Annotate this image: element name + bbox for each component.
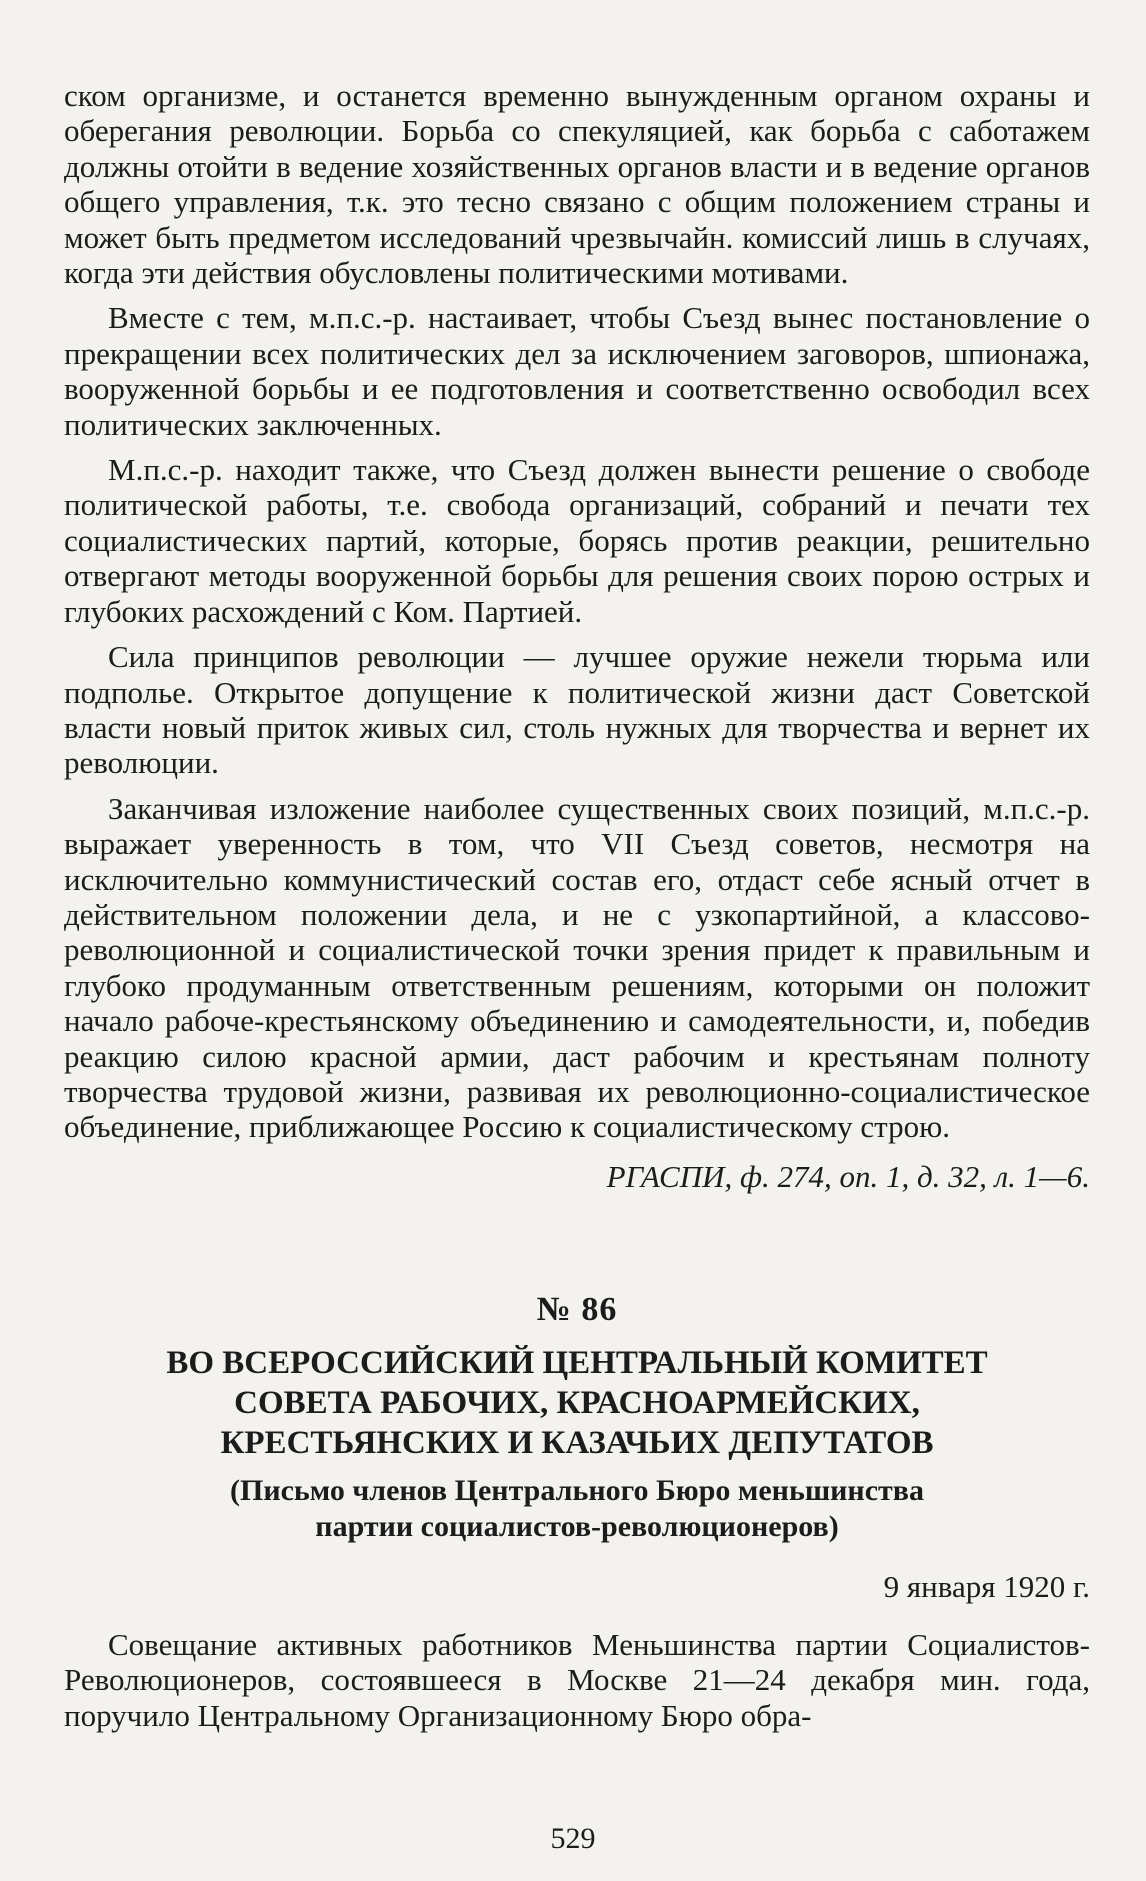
upper-text-block	[64, 78, 1090, 1145]
document-subtitle-line: партии социалистов-революционеров)	[315, 1509, 839, 1543]
paragraph-continuation: ском организме, и останется временно вынужденным органом охраны и оберегания революции. Борьба со спекуляцией, как борьба с саботажем должны отойти в ведение хозяйственных органов власти и в ведение органов общего управления, т.к. это тесно связано с общим положением страны и может быть предметом исследований чрезвычайн. комиссий лишь в случаях, когда эти действия обусловлены политическими мотивами.	[64, 78, 1090, 291]
document-title-line: ВО ВСЕРОССИЙСКИЙ ЦЕНТРАЛЬНЫЙ КОМИТЕТ	[166, 1344, 988, 1381]
document-title-line: КРЕСТЬЯНСКИХ И КАЗАЧЬИХ ДЕПУТАТОВ	[220, 1424, 934, 1461]
archive-source-reference: РГАСПИ, ф. 274, оп. 1, д. 32, л. 1—6.	[606, 1158, 1090, 1194]
paragraph: М.п.с.-р. находит также, что Съезд должен вынести решение о свободе политической работы, т.е. свобода организаций, собраний и печати тех социалистических партий, которые, борясь против реакции, решительно отвергают методы вооруженной борьбы для решения своих порою острых и глубоких расхождений с Ком. Партией.	[64, 452, 1090, 629]
paragraph: Сила принципов революции — лучшее оружие нежели тюрьма или подполье. Открытое допущение к политической жизни даст Советской власти новый приток живых сил, столь нужных для творчества и вернет их революции.	[64, 639, 1090, 781]
lower-text-block	[64, 1627, 1090, 1733]
page-number: 529	[550, 1822, 596, 1855]
paragraph: Заканчивая изложение наиболее существенных своих позиций, м.п.с.-р. выражает уверенность в том, что VII Съезд советов, несмотря на исключительно коммунистический состав его, отдаст себе ясный отчет в действительном положении дела, и не с узкопартийной, а классово-революционной и социалистической точки зрения придет к правильным и глубоко продуманным ответственным решениям, которыми он положит начало рабоче-крестьянскому объединению и самодеятельности, и, победив реакцию силою красной армии, даст рабочим и крестьянам полноту творчества трудовой жизни, развивая их революционно-социалистическое объединение, приближающее Россию к социалистическому строю.	[64, 790, 1090, 1145]
opening-paragraph: Совещание активных работников Меньшинства партии Социалистов-Революционеров, состоявшееся в Москве 21—24 декабря мин. года, поручило Центральному Организационному Бюро обра-	[64, 1626, 1090, 1733]
document-title-line: СОВЕТА РАБОЧИХ, КРАСНОАРМЕЙСКИХ,	[234, 1384, 920, 1421]
document-date: 9 января 1920 г.	[883, 1568, 1090, 1604]
paragraph: Вместе с тем, м.п.с.-р. настаивает, чтобы Съезд вынес постановление о прекращении всех политических дел за исключением заговоров, шпионажа, вооруженной борьбы и ее подготовления и соответственно освободил всех политических заключенных.	[64, 300, 1090, 442]
document-page	[64, 78, 1090, 1733]
document-subtitle-line: (Письмо членов Центрального Бюро меньшинства	[230, 1473, 924, 1507]
document-number: № 86	[536, 1290, 618, 1328]
document-title	[64, 1343, 1090, 1463]
document-subtitle	[64, 1473, 1090, 1545]
